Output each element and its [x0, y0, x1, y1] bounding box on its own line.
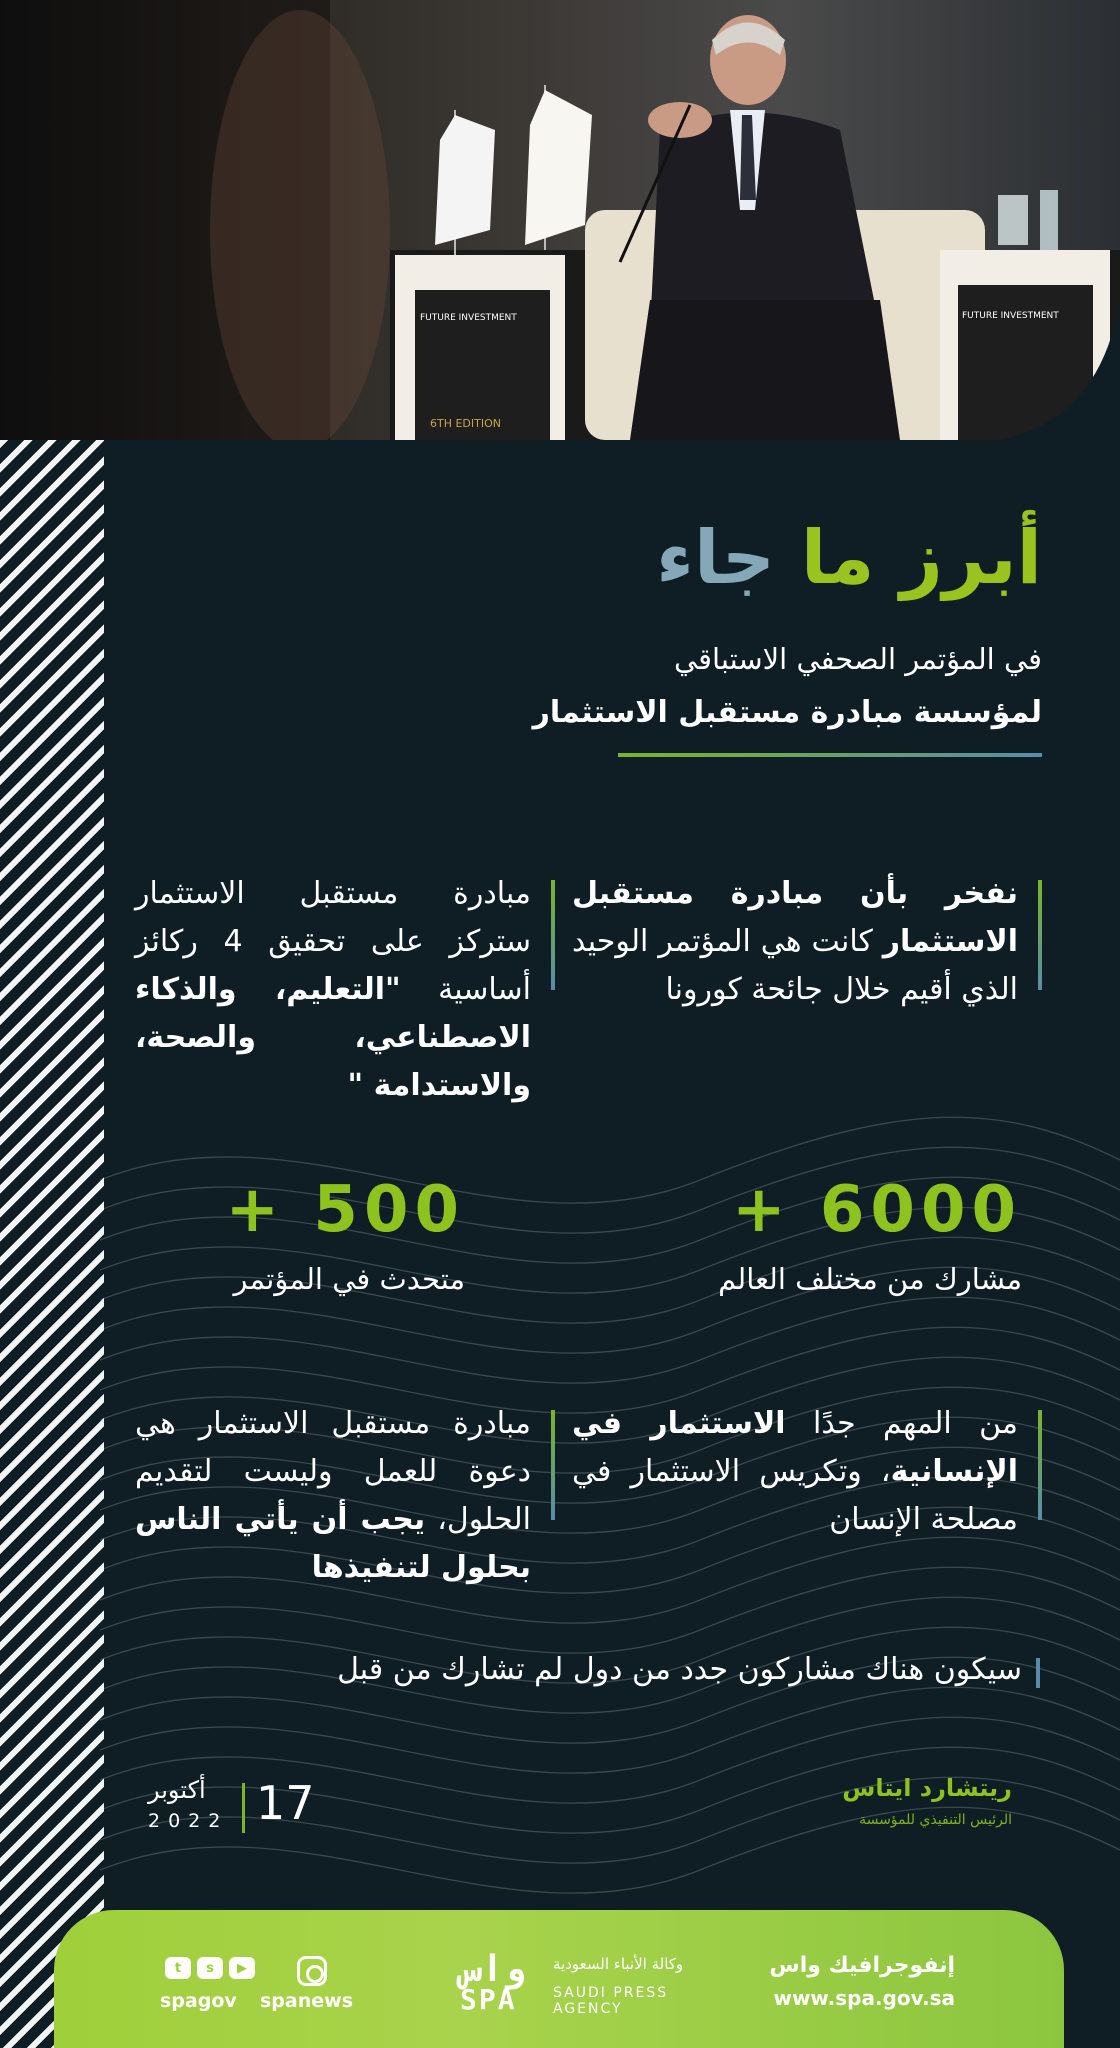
quote-text: مبادرة مستقبل الاستثمار ستركز على تحقيق 4 ركائز أساسية — [135, 876, 531, 1007]
quote-block-left-1 — [135, 870, 555, 1110]
date-month: أكتوبر — [148, 1776, 206, 1804]
quote-bar — [1038, 880, 1042, 990]
quote-text: كانت هي المؤتمر الوحيد الذي أقيم خلال جائحة كورونا — [572, 924, 1018, 1007]
quote-bold: "التعليم، والذكاء الاصطناعي، والصحة، والاستدامة " — [135, 972, 531, 1103]
stat-participants-label: مشارك من مختلف العالم — [718, 1262, 1022, 1296]
quote-block-right-1 — [572, 870, 1042, 1014]
agency-name-en-line2: AGENCY — [553, 2001, 623, 2017]
quote-bar — [551, 880, 555, 990]
handle-spagov[interactable]: spagov — [160, 1990, 237, 2012]
quote-bold: الاستثمار في الإنسانية — [572, 1406, 1018, 1489]
footer-brand: إنفوجرافيك واس — [769, 1953, 955, 1978]
svg-text:FUTURE INVESTMENT: FUTURE INVESTMENT — [962, 311, 1059, 321]
quote-bar — [1036, 1658, 1040, 1688]
diagonal-stripes-decoration — [0, 440, 104, 2048]
flag-right — [525, 90, 592, 245]
stat-speakers-number: + 500 — [225, 1173, 465, 1247]
flag-left — [435, 115, 495, 245]
closing-line-text: سيكون هناك مشاركون جدد من دول لم تشارك من قبل — [337, 1652, 1022, 1687]
handle-spanews[interactable]: spanews — [260, 1990, 354, 2012]
quote-bar — [1038, 1410, 1042, 1520]
main-title — [656, 515, 1042, 601]
speaker-hand — [648, 102, 712, 138]
agency-name-english — [553, 1985, 668, 2017]
quote-bar — [551, 1410, 555, 1520]
podium-label-fii: FUTURE INVESTMENT — [420, 313, 517, 323]
agency-name-en-line1: SAUDI PRESS — [553, 1985, 669, 2001]
quote-text: من المهم جدًا — [785, 1406, 1018, 1441]
spa-logo: واس SPA — [460, 1949, 526, 2016]
date-year: 2022 — [148, 1810, 229, 1832]
social-icons-group — [165, 1957, 255, 1979]
subtitle-line1: في المؤتمر الصحفي الاستباقي — [673, 642, 1042, 676]
stat-participants-number: + 6000 — [731, 1173, 1022, 1247]
youtube-icon[interactable]: ▶ — [229, 1957, 255, 1979]
footer-url-link[interactable]: www.spa.gov.sa — [773, 1986, 955, 2010]
quote-block-left-2 — [135, 1400, 555, 1592]
header-photo — [0, 0, 1120, 440]
title-part2: جاء — [656, 515, 776, 601]
podium-label-edition: 6TH EDITION — [430, 417, 502, 430]
footer-bar — [54, 1910, 1064, 2048]
quote-bold: يجب أن يأتي الناس بحلول لتنفيذها — [135, 1502, 531, 1585]
signature-name: ريتشارد ايتاس — [842, 1774, 1012, 1802]
speaker-suit — [650, 113, 880, 331]
stat-speakers-label: متحدث في المؤتمر — [233, 1262, 465, 1296]
date-day: 17 — [256, 1776, 315, 1830]
agency-name-arabic: وكالة الأنباء السعودية — [553, 1955, 684, 1973]
title-part1: أبرز ما — [775, 515, 1042, 601]
snapchat-icon[interactable]: s — [197, 1957, 223, 1979]
instagram-icon[interactable] — [297, 1956, 327, 1986]
quote-text-2: ، وتكريس الاستثمار في مصلحة الإنسان — [572, 1454, 1018, 1537]
quote-text: مبادرة مستقبل الاستثمار هي دعوة للعمل وليست لتقديم الحلول، — [135, 1406, 532, 1537]
twitter-icon[interactable]: t — [165, 1957, 191, 1979]
signature-role: الرئيس التنفيذي للمؤسسة — [859, 1812, 1012, 1828]
closing-line — [337, 1652, 1040, 1687]
quote-bold: نفخر بأن مبادرة مستقبل الاستثمار — [572, 876, 1018, 959]
subtitle-line2: لمؤسسة مبادرة مستقبل الاستثمار — [532, 695, 1042, 730]
title-underline — [618, 753, 1042, 757]
date-divider — [242, 1783, 245, 1833]
quote-block-right-2 — [572, 1400, 1042, 1544]
